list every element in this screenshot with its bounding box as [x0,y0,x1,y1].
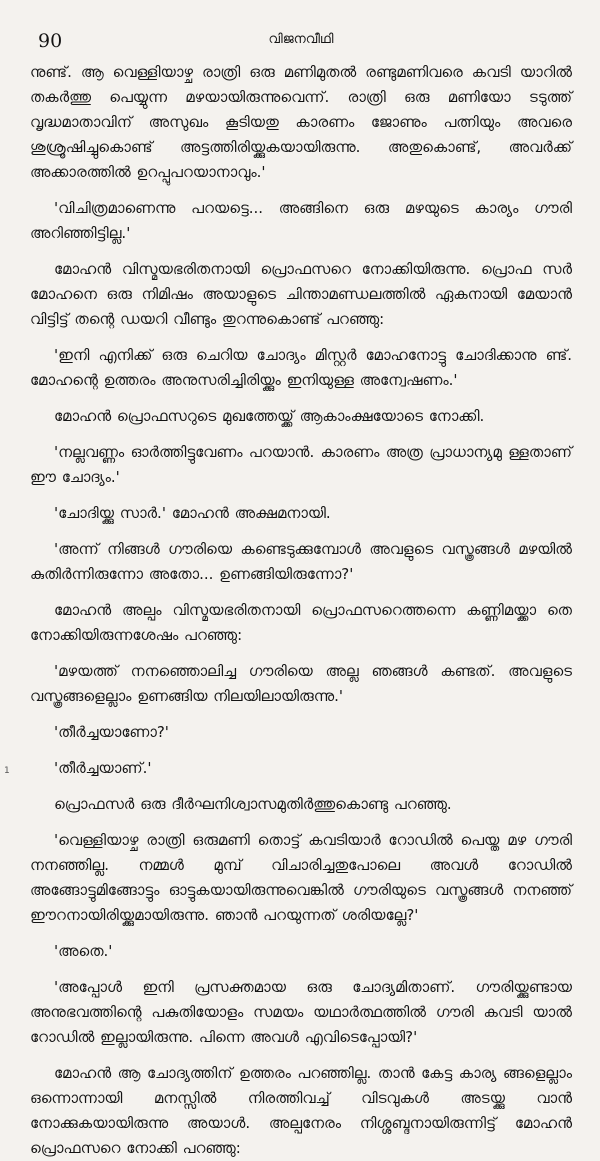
dialogue-paragraph: 'നല്ലവണ്ണം ഓർത്തിട്ടുവേണം പറയാൻ. കാരണം അത്ര പ്രാധാന്യമു ള്ളതാണ് ഈ ചോദ്യം.' [30,443,572,486]
dialogue-paragraph: 'അപ്പോൾ ഇനി പ്രസക്തമായ ഒരു ചോദ്യമിതാണ്. ഗൗരിയ്ക്കുണ്ടായ അനുഭവത്തിന്റെ പകുതിയോളം സമയം യഥാർത്ഥത്തിൽ ഗൗരി കവടി യാൽ റോഡിൽ ഇല്ലായിരുന്നു. പിന്നെ അവൾ എവിടെപ്പോയി?' [30,978,572,1046]
paragraph: മോഹൻ വിസ്മയഭരിതനായി പ്രൊഫസറെ നോക്കിയിരുന്നു. പ്രൊഫ സർ മോഹനെ ഒരു നിമിഷം അയാളുടെ ചിന്താമണ്ഡലത്തിൽ ഏകനായി മേയാൻ വിട്ടിട്ട് തന്റെ ഡയറി വീണ്ടും തുറന്നുകൊണ്ട് പറഞ്ഞു: [30,260,572,328]
paragraph: മോഹൻ പ്രൊഫസറുടെ മുഖത്തേയ്ക്ക് ആകാംക്ഷയോടെ നോക്കി. [54,407,485,425]
page-header [30,0,572,60]
dialogue-paragraph: 'ചോദിയ്ക്കു സാർ.' മോഹൻ അക്ഷമനായി. [54,504,331,522]
running-title: വിജനവീഥി [268,32,334,47]
page-number: 90 [38,30,63,52]
page-body [30,60,572,1161]
dialogue-paragraph: 'വിചിത്രമാണെന്നു പറയട്ടെ... അങ്ങിനെ ഒരു മഴയുടെ കാര്യം ഗൗരി അറിഞ്ഞിട്ടില്ല.' [30,199,572,242]
margin-mark: 1 [4,766,10,776]
dialogue-paragraph: 'അന്ന് നിങ്ങൾ ഗൗരിയെ കണ്ടെടുക്കുമ്പോൾ അവളുടെ വസ്ത്രങ്ങൾ മഴയിൽ കുതിർന്നിരുന്നോ അതോ... ഉണങ്ങിയിരുന്നോ?' [30,540,572,583]
dialogue-paragraph: 'തീർച്ചയാണോ?' [54,723,169,741]
dialogue-paragraph: 'തീർച്ചയാണ്.' [54,759,152,777]
dialogue-paragraph: 'മഴയത്ത് നനഞ്ഞൊലിച്ച ഗൗരിയെ അല്ല ഞങ്ങൾ കണ്ടത്. അവളുടെ വസ്ത്രങ്ങളെല്ലാം ഉണങ്ങിയ നിലയിലായിരുന്നു.' [30,662,572,705]
paragraph: നുണ്ട്. ആ വെള്ളിയാഴ്ച രാത്രി ഒരു മണിമുതൽ രണ്ടുമണിവരെ കവടി യാറിൽ തകർത്തു പെയ്യുന്ന മഴയായിരുന്നുവെന്ന്. രാത്രി ഒരു മണിയോ ടടുത്ത് വൃദ്ധമാതാവിന് അസുഖം കൂടിയതു കാരണം ജോണും പത്നിയും അവരെ ശുശ്രൂഷിച്ചുകൊണ്ട് അട്ടത്തിരിയ്ക്കുകയായിരുന്നു. അതുകൊണ്ട്, അവർക്ക് അക്കാരത്തിൽ ഉറപ്പുപറയാനാവും.' [30,63,572,181]
dialogue-paragraph: 'ഇനി എനിക്ക് ഒരു ചെറിയ ചോദ്യം മിസ്റ്റർ മോഹനോട്ടു ചോദിക്കാനു ണ്ട്. മോഹന്റെ ഉത്തരം അനുസരിച്ചിരിയ്ക്കും ഇനിയുള്ള അന്വേഷണം.' [30,346,572,389]
paragraph: പ്രൊഫസർ ഒരു ദീർഘനിശ്വാസമുതിർത്തുകൊണ്ടു പറഞ്ഞു. [54,795,452,813]
paragraph: മോഹൻ അല്പം വിസ്മയഭരിതനായി പ്രൊഫസറെത്തന്നെ കണ്ണിമയ്ക്കാ തെ നോക്കിയിരുന്നശേഷം പറഞ്ഞു: [30,601,572,644]
paragraph: മോഹൻ ആ ചോദ്യത്തിന് ഉത്തരം പറഞ്ഞില്ല. താൻ കേട്ട കാര്യ ങ്ങളെല്ലാം ഒന്നൊന്നായി മനസ്സിൽ നിരത്തിവച്ച് വിടവുകൾ അടയ്ക്കു വാൻ നോക്കുകയായിരുന്നു അയാൾ. അല്പനേരം നിശ്ശബ്ദനായിരുന്നിട്ട് മോഹൻ പ്രൊഫസറെ നോക്കി പറഞ്ഞു: [30,1064,572,1157]
dialogue-paragraph: 'വെള്ളിയാഴ്ച രാത്രി ഒരുമണി തൊട്ട് കവടിയാർ റോഡിൽ പെയ്ത മഴ ഗൗരി നനഞ്ഞില്ല. നമ്മൾ മുമ്പ് വിചാരിച്ചതുപോലെ അവൾ റോഡിൽ അങ്ങോട്ടുമിങ്ങോട്ടും ഓട്ടുകയായിരുന്നുവെങ്കിൽ ഗൗരിയുടെ വസ്ത്രങ്ങൾ നനഞ്ഞ് ഈറനായിരിയ്ക്കുമായിരുന്നു. ഞാൻ പറയുന്നത് ശരിയല്ലേ?' [30,831,572,924]
dialogue-paragraph: 'അതെ.' [54,942,113,960]
